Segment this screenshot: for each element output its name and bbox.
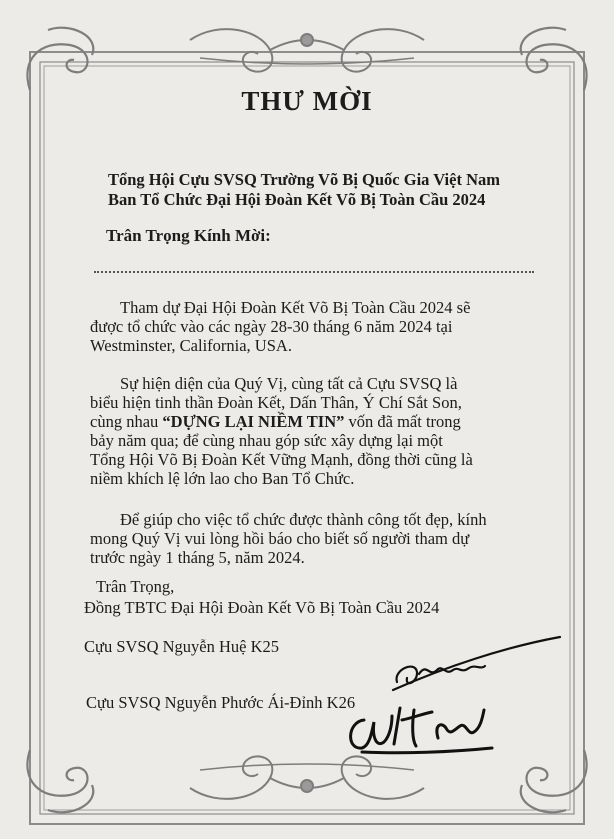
- slogan-bold: “DỰNG LẠI NIỀM TIN”: [162, 412, 345, 431]
- paragraph1-line: Westminster, California, USA.: [90, 336, 292, 355]
- paragraph2-line: [90, 412, 550, 431]
- invitee-blank-line: [94, 263, 534, 273]
- paragraph3-line: Để giúp cho việc tổ chức được thành công tốt đẹp, kính: [120, 510, 487, 529]
- paragraph3-line: trước ngày 1 tháng 5, năm 2024.: [90, 548, 305, 567]
- paragraph1-line: Tham dự Đại Hội Đoàn Kết Võ Bị Toàn Cầu 2024 sẽ: [120, 298, 471, 317]
- paragraph2-text: cùng nhau: [90, 412, 163, 431]
- signature-2: [342, 700, 502, 760]
- paragraph2-line: bảy năm qua; để cùng nhau góp sức xây dựng lại một: [90, 431, 443, 450]
- committee-title: Đồng TBTC Đại Hội Đoàn Kết Võ Bị Toàn Cầu 2024: [84, 598, 440, 617]
- signatory-2: Cựu SVSQ Nguyễn Phước Ái-Đỉnh K26: [86, 693, 356, 712]
- signatory-1: Cựu SVSQ Nguyễn Huệ K25: [84, 637, 280, 656]
- top-ornament: [190, 29, 424, 72]
- letter-title: THƯ MỜI: [241, 86, 373, 116]
- organization-line-2: Ban Tổ Chức Đại Hội Đoàn Kết Võ Bị Toàn Cầu 2024: [108, 190, 486, 209]
- paragraph-purpose: [90, 374, 550, 488]
- paragraph2-line: Sự hiện diện của Quý Vị, cùng tất cả Cựu SVSQ là: [120, 374, 458, 393]
- greeting: Trân Trọng Kính Mời:: [106, 226, 271, 245]
- bottom-ornament: [190, 756, 424, 799]
- paragraph-rsvp: [90, 510, 550, 567]
- organization-line-1: Tổng Hội Cựu SVSQ Trường Võ Bị Quốc Gia Việt Nam: [108, 170, 500, 189]
- paragraph3-line: mong Quý Vị vui lòng hồi báo cho biết số người tham dự: [90, 529, 470, 548]
- paragraph2-line: biểu hiện tinh thần Đoàn Kết, Dấn Thân, Ý Chí Sắt Son,: [90, 393, 462, 412]
- paragraph2-line: niềm khích lệ lớn lao cho Ban Tổ Chức.: [90, 469, 355, 488]
- paragraph-event-details: [90, 298, 550, 355]
- paragraph2-line: Tổng Hội Võ Bị Đoàn Kết Vững Mạnh, đồng thời cũng là: [90, 450, 473, 469]
- paragraph2-text: vốn đã mất trong: [344, 412, 461, 431]
- signature-1: [385, 632, 565, 702]
- paragraph1-line: được tổ chức vào các ngày 28-30 tháng 6 năm 2024 tại: [90, 317, 453, 336]
- closing: Trân Trọng,: [96, 577, 175, 596]
